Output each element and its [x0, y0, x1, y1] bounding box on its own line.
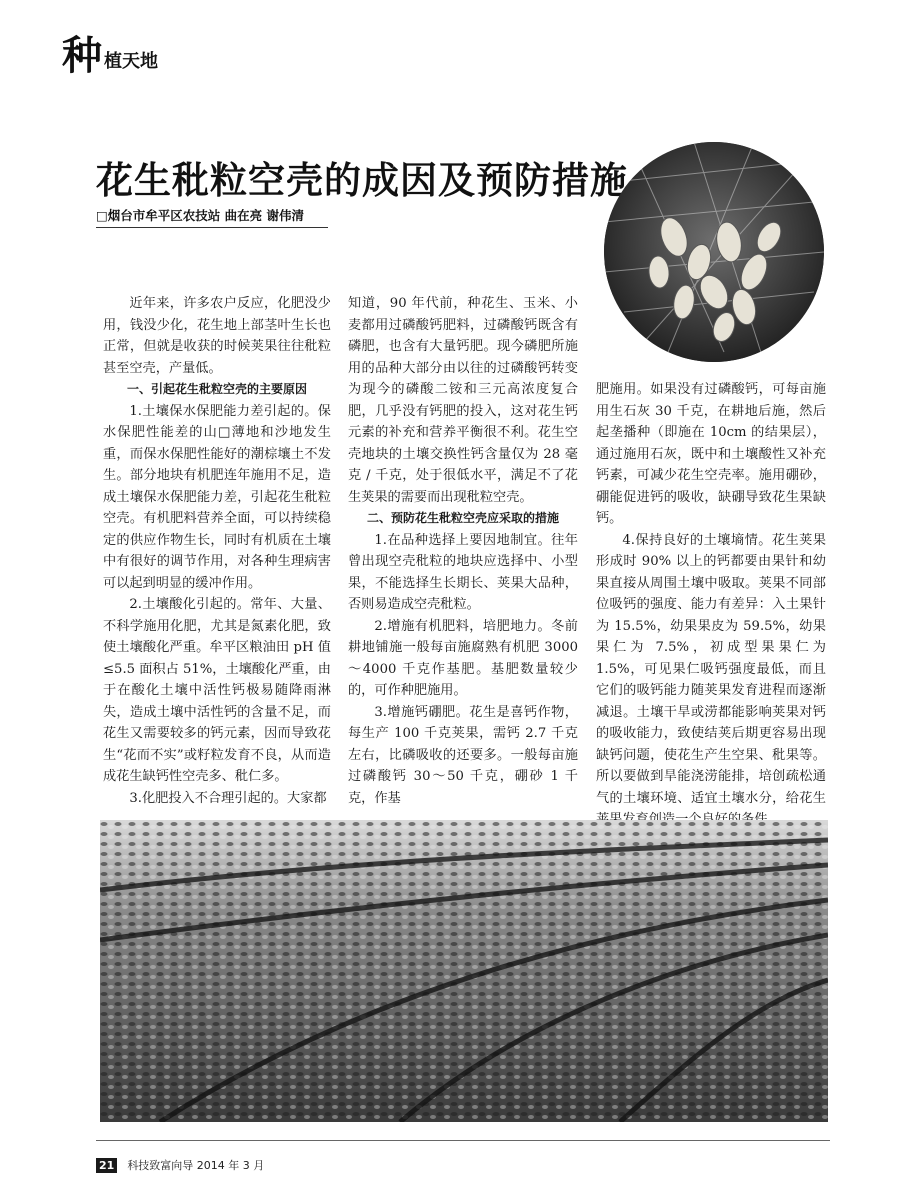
text-column-1 — [103, 293, 331, 809]
magazine-issue: 科技致富向导 2014 年 3 月 — [127, 1159, 265, 1172]
page-footer — [96, 1158, 264, 1173]
paragraph: 2.土壤酸化引起的。常年、大量、不科学施用化肥，尤其是氮素化肥，致使土壤酸化严重。牟平区粮油田 pH 值≤5.5 面积占 51%，土壤酸化严重，由于在酸化土壤中活性钙极易随降雨淋失，造成土壤中活性钙的含量不足，而花生又需要较多的钙元素，因而导致花生“花而不实”或籽粒发育不良，从而造成花生缺钙性空壳多、秕仁多。 — [103, 597, 331, 784]
paragraph: 3.化肥投入不合理引起的。大家都 — [129, 790, 327, 806]
byline-underline — [96, 227, 328, 228]
paragraph: 肥施用。如果没有过磷酸钙，可每亩施用生石灰 30 千克，在耕地后施，然后起垄播种（即施在 10cm 的结果层），通过施用石灰，既中和土壤酸性又补充钙素，可减少花生空壳率。施用硼砂，硼能促进钙的吸收，缺硼导致花生果缺钙。 — [596, 382, 826, 526]
peanut-photo — [604, 142, 824, 362]
text-column-2 — [348, 293, 578, 809]
article-byline: □烟台市牟平区农技站 曲在亮 谢伟清 — [96, 208, 305, 223]
page-number: 21 — [96, 1158, 117, 1173]
section-name: 植天地 — [104, 51, 158, 72]
paragraph: 1.土壤保水保肥能力差引起的。保水保肥性能差的山□薄地和沙地发生重，而保水保肥性能好的潮棕壤土不发生。部分地块有机肥连年施用不足，造成土壤保水保肥能力差，引起花生秕粒空壳。有机肥料营养全面，可以持续稳定的供应作物生长，同时有机质在土壤中有很好的调节作用，对各种生理病害可以起到明显的缓冲作用。 — [103, 403, 331, 591]
paragraph: 4.保持良好的土壤墒情。花生荚果形成时 90% 以上的钙都要由果针和幼果直接从周围土壤中吸取。荚果不同部位吸钙的强度、能力有差异：入土果针为 15.5%，幼果果皮为 59.5%，幼果果仁为 7.5%，初成型果果仁为 1.5%，可见果仁吸钙强度最低，而且它们的吸钙能力随荚果发育进程而逐渐减退。土壤干旱或涝都能影响荚果对钙的吸收能力，致使结荚后期更容易出现缺钙问题，使花生产生空果、秕果等。所以要做到旱能浇涝能排，培创疏松通气的土壤环境、适宜土壤水分，给花生 — [596, 532, 826, 806]
section-heading: 一、引起花生秕粒空壳的主要原因 — [126, 382, 307, 396]
section-initial: 种 — [62, 33, 102, 79]
article-title: 花生秕粒空壳的成因及预防措施 — [96, 159, 628, 202]
section-heading: 二、预防花生秕粒空壳应采取的措施 — [366, 511, 559, 525]
peanut-field-photo — [100, 820, 828, 1122]
peanut-field-graphic — [100, 820, 828, 1122]
paragraph: 1.在品种选择上要因地制宜。往年曾出现空壳秕粒的地块应选择中、小型果，不能选择生长期长、荚果大品种，否则易造成空壳秕粒。 — [348, 532, 578, 612]
paragraph: 2.增施有机肥料，培肥地力。冬前耕地铺施一般每亩施腐熟有机肥 3000～4000 千克作基肥。基肥数量较少的，可作种肥施用。 — [348, 618, 578, 698]
section-header — [62, 33, 158, 79]
paragraph: 知道，90 年代前，种花生、玉米、小麦都用过磷酸钙肥料，过磷酸钙既含有磷肥，也含有大量钙肥。现今磷肥所施用的品种大部分由以往的过磷酸钙转变为现今的磷酸二铵和三元高浓度复合肥，几乎没有钙肥的投入，这对花生钙元素的补充和营养平衡很不利。花生空壳地块的土壤交换性钙含量仅为 28 毫克 / 千克，处于很低水平，满足不了花生荚果的需要而出现秕粒空壳。 — [348, 296, 578, 505]
footer-rule — [96, 1140, 830, 1141]
paragraph: 近年来，许多农户反应，化肥没少用，钱没少化，花生地上部茎叶生长也正常，但就是收获的时候荚果往往秕粒甚至空壳，产量低。 — [103, 296, 331, 376]
peanut-photo-graphic — [604, 142, 824, 362]
paragraph: 3.增施钙硼肥。花生是喜钙作物，每生产 100 千克荚果，需钙 2.7 千克左右，比磷吸收的还要多。一般每亩施过磷酸钙 30～50 千克，硼砂 1 千克，作基 — [348, 704, 578, 806]
text-column-3 — [596, 379, 826, 831]
